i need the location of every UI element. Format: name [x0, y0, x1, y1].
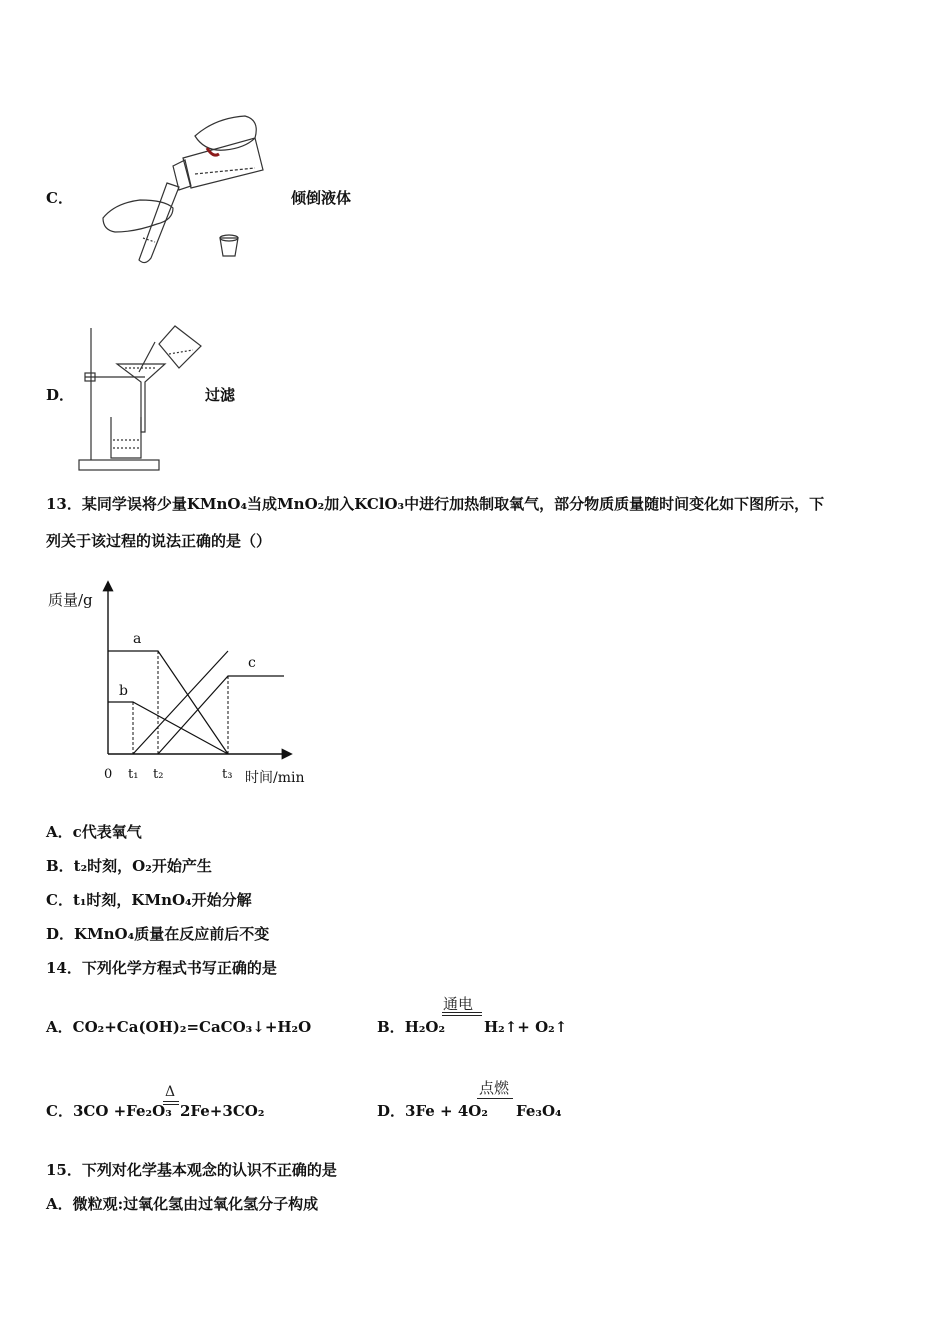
- series-line-unlabeled: [133, 651, 228, 754]
- q14-b-condition: 通电: [443, 995, 474, 1013]
- series-label-a: a: [133, 631, 142, 647]
- q14-b-double-line: [442, 1012, 482, 1016]
- y-axis-label: 质量/g: [48, 591, 93, 609]
- origin-label: 0: [104, 767, 113, 782]
- pouring-liquid-illustration: [95, 108, 275, 268]
- q14-c-double-line: [163, 1101, 179, 1105]
- option-d-caption: 过滤: [205, 386, 236, 404]
- q14-a-letter: A．: [46, 1018, 73, 1036]
- x-tick-t1: t₁: [128, 767, 139, 782]
- q14-c-condition: Δ: [165, 1084, 176, 1100]
- q15-option-a[interactable]: A．微粒观:过氧化氢由过氧化氢分子构成: [46, 1195, 319, 1213]
- q14-c-right: 2Fe+3CO₂: [180, 1102, 265, 1120]
- q13-option-a[interactable]: A．c代表氧气: [46, 823, 142, 841]
- series-label-b: b: [119, 683, 128, 699]
- x-tick-t3: t₃: [222, 767, 233, 782]
- series-label-c: c: [248, 655, 256, 671]
- q14-d-letter: D．: [377, 1102, 406, 1120]
- q13-option-b[interactable]: B．t₂时刻，O₂开始产生: [46, 857, 212, 875]
- q14-b-right: H₂↑+ O₂↑: [484, 1018, 568, 1036]
- q14-a-formula: CO₂+Ca(OH)₂=CaCO₃↓+H₂O: [72, 1018, 312, 1036]
- q14-option-a[interactable]: [46, 1017, 311, 1037]
- q14-option-c[interactable]: [46, 1101, 172, 1121]
- q14-b-left: H₂O₂: [404, 1018, 446, 1036]
- x-tick-t2: t₂: [153, 767, 164, 782]
- q15-stem: 15．下列对化学基本观念的认识不正确的是: [46, 1161, 337, 1179]
- q14-d-condition: 点燃: [479, 1079, 510, 1097]
- q14-option-d[interactable]: [377, 1101, 488, 1121]
- q14-stem: 14．下列化学方程式书写正确的是: [46, 959, 277, 977]
- q13-mass-time-chart: [40, 575, 340, 790]
- q14-c-letter: C．: [46, 1102, 73, 1120]
- series-line-c: [158, 676, 284, 754]
- q13-stem-line2: 列关于该过程的说法正确的是（）: [46, 532, 272, 550]
- option-c-letter: C．: [46, 189, 73, 207]
- q13-option-d[interactable]: D．KMnO₄质量在反应前后不变: [46, 925, 270, 943]
- q14-d-line: [477, 1098, 513, 1099]
- q14-d-left: 3Fe + 4O₂: [405, 1102, 488, 1120]
- q13-option-c[interactable]: C．t₁时刻，KMnO₄开始分解: [46, 891, 252, 909]
- x-axis-label: 时间/min: [245, 770, 305, 786]
- q14-c-left: 3CO +Fe₂O₃: [72, 1102, 172, 1120]
- option-d-letter: D．: [46, 386, 75, 404]
- q14-d-right: Fe₃O₄: [516, 1102, 562, 1120]
- q13-stem-line1: 13．某同学误将少量KMnO₄当成MnO₂加入KClO₃中进行加热制取氧气，部分物质质量随时间变化如下图所示，下: [46, 495, 825, 513]
- option-c-caption: 倾倒液体: [291, 189, 352, 207]
- q14-b-letter: B．: [377, 1018, 405, 1036]
- q14-option-b[interactable]: [377, 1017, 445, 1037]
- filtration-illustration: [75, 322, 205, 474]
